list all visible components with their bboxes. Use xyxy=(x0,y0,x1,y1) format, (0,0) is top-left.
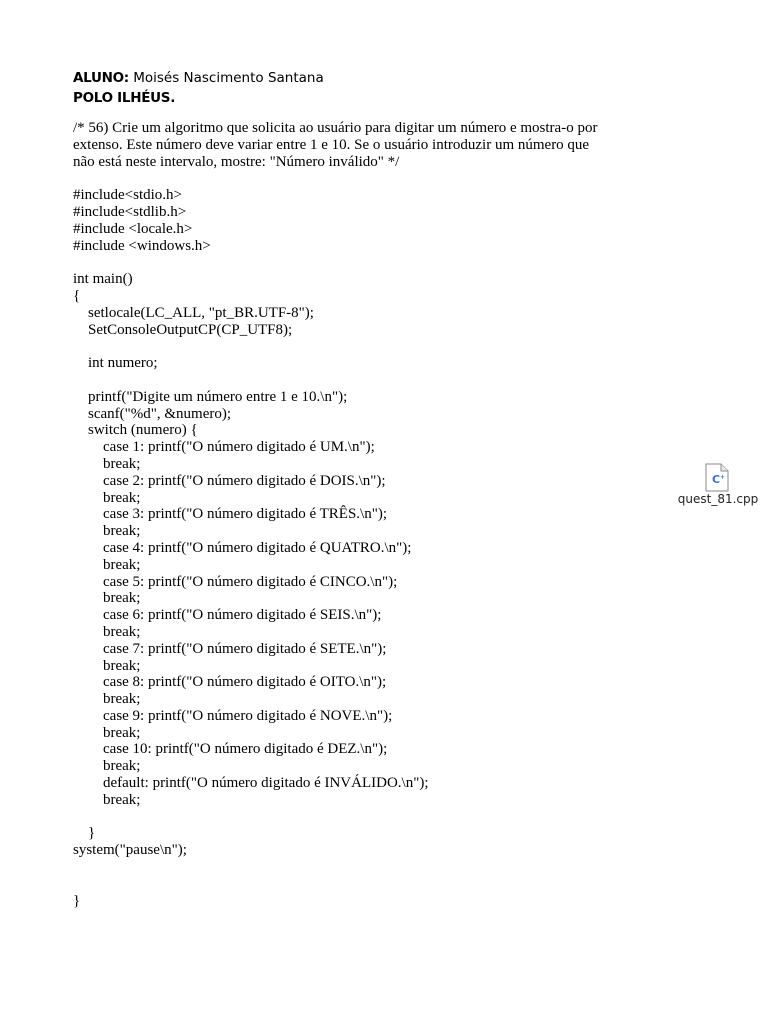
text-line: break; xyxy=(73,455,141,472)
svg-text:C: C xyxy=(712,473,721,486)
text-line: case 6: printf("O número digitado é SEIS.\n"); xyxy=(73,607,382,624)
text-line: break; xyxy=(73,523,141,540)
text-line xyxy=(73,859,633,876)
text-line: #include <locale.h> xyxy=(73,220,193,237)
text-line: #include <windows.h> xyxy=(73,237,211,254)
text-line: printf("Digite um número entre 1 e 10.\n"); xyxy=(73,388,348,405)
text-line: setlocale(LC_ALL, "pt_BR.UTF-8"); xyxy=(73,304,314,321)
polo-line: POLO ILHÉUS. xyxy=(73,90,176,106)
aluno-name: Moisés Nascimento Santana xyxy=(133,70,324,86)
text-line: break; xyxy=(73,590,141,607)
aluno-line xyxy=(73,68,324,88)
text-line: break; xyxy=(73,657,141,674)
text-line: #include<stdio.h> xyxy=(73,187,182,204)
text-line: } xyxy=(73,892,81,909)
text-line: break; xyxy=(73,791,141,808)
code-body xyxy=(73,120,633,909)
text-line: int numero; xyxy=(73,355,158,372)
aluno-label: ALUNO: xyxy=(73,70,129,86)
attachment-filename: quest_81.cpp xyxy=(677,492,759,506)
text-line: case 10: printf("O número digitado é DEZ.\n"); xyxy=(73,741,388,758)
text-line xyxy=(73,170,633,187)
text-line: break; xyxy=(73,691,141,708)
text-line: break; xyxy=(73,724,141,741)
text-line: case 2: printf("O número digitado é DOIS.\n"); xyxy=(73,472,386,489)
text-line: SetConsoleOutputCP(CP_UTF8); xyxy=(73,321,293,338)
text-line: break; xyxy=(73,489,141,506)
text-line: extenso. Este número deve variar entre 1 e 10. Se o usuário introduzir um número que xyxy=(73,136,590,153)
text-line: #include<stdlib.h> xyxy=(73,203,187,220)
embedded-file-attachment[interactable] xyxy=(672,461,764,513)
text-line: case 4: printf("O número digitado é QUATRO.\n"); xyxy=(73,539,412,556)
text-line: case 5: printf("O número digitado é CINCO.\n"); xyxy=(73,573,398,590)
text-line xyxy=(73,338,633,355)
text-line: /* 56) Crie um algoritmo que solicita ao usuário para digitar um número e mostra-o por xyxy=(73,120,598,136)
text-line: case 8: printf("O número digitado é OITO.\n"); xyxy=(73,674,387,691)
text-line: { xyxy=(73,287,81,304)
text-line: case 3: printf("O número digitado é TRÊS.\n"); xyxy=(73,506,387,523)
text-line: } xyxy=(73,825,96,842)
text-line xyxy=(73,372,633,389)
text-line xyxy=(73,254,633,271)
text-line: case 7: printf("O número digitado é SETE.\n"); xyxy=(73,640,387,657)
text-line: scanf("%d", &numero); xyxy=(73,405,232,422)
text-line: default: printf("O número digitado é INVÁLIDO.\n"); xyxy=(73,775,429,792)
text-line xyxy=(73,809,633,826)
student-header xyxy=(73,68,324,108)
svg-text:+: + xyxy=(720,474,726,481)
text-line: break; xyxy=(73,556,141,573)
text-line: break; xyxy=(73,623,141,640)
text-line: não está neste intervalo, mostre: "Número inválido" */ xyxy=(73,153,400,170)
text-line: switch (numero) { xyxy=(73,422,198,439)
cpp-file-icon xyxy=(705,463,729,492)
text-line: case 1: printf("O número digitado é UM.\n"); xyxy=(73,439,375,456)
text-line xyxy=(73,876,633,893)
text-line: case 9: printf("O número digitado é NOVE.\n"); xyxy=(73,707,393,724)
text-line: break; xyxy=(73,758,141,775)
text-line: system("pause\n"); xyxy=(73,842,187,859)
text-line: int main() xyxy=(73,271,133,288)
